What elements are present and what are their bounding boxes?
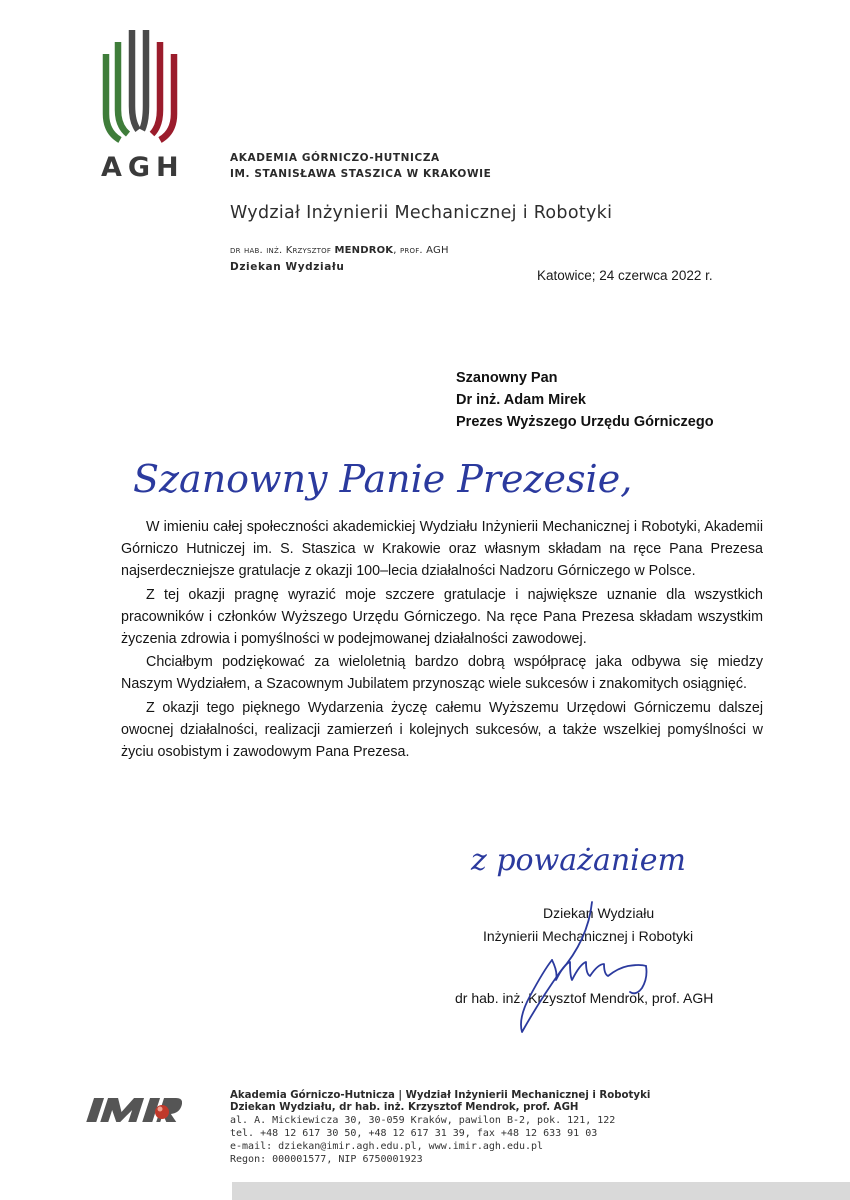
footer-regon: Regon: 000001577, NIP 6750001923 <box>230 1154 423 1165</box>
dean-surname: MENDROK <box>334 245 394 256</box>
dean-title: Dziekan Wydziału <box>230 261 345 273</box>
handwritten-salutation <box>125 440 645 520</box>
body-paragraph-3: Chciałbym podziękować za wieloletnią bardzo dobrą współpracę jaka odbywa się miedzy Naszym Wydziałem, a Szacownym Jubilatem przynosząc wiele sukcesów i znakomitych osiągnięć. <box>121 654 763 693</box>
footer-phone: tel. +48 12 617 30 50, +48 12 617 31 39, fax +48 12 633 91 03 <box>230 1128 598 1139</box>
university-patron: IM. STANISŁAWA STASZICA W KRAKOWIE <box>230 168 492 180</box>
imir-logo <box>82 1092 182 1126</box>
dean-name <box>230 245 449 256</box>
signature-title-2: Inżynierii Mechanicznej i Robotyki <box>483 928 694 944</box>
dean-name-suffix: , prof. AGH <box>393 245 449 256</box>
footer-address: al. A. Mickiewicza 30, 30-059 Kraków, pawilon B-2, pok. 121, 122 <box>230 1115 616 1126</box>
dean-name-prefix: dr hab. inż. Krzysztof <box>230 245 332 256</box>
salutation-text: Szanowny Panie Prezesie, <box>133 457 633 501</box>
addressee-line-2: Dr inż. Adam Mirek <box>456 392 586 408</box>
handwritten-closing <box>465 830 725 890</box>
university-name: AKADEMIA GÓRNICZO-HUTNICZA <box>230 152 440 164</box>
footer-dean: Dziekan Wydziału, dr hab. inż. Krzysztof Mendrok, prof. AGH <box>230 1102 579 1113</box>
closing-text: z poważaniem <box>471 843 686 878</box>
signatory-name: dr hab. inż. Krzysztof Mendrok, prof. AGH <box>455 990 714 1006</box>
addressee-line-3: Prezes Wyższego Urzędu Górniczego <box>456 414 714 430</box>
footer-email: e-mail: dziekan@imir.agh.edu.pl, www.imir.agh.edu.pl <box>230 1141 544 1152</box>
signature-title-1: Dziekan Wydziału <box>543 905 655 921</box>
letter-date: Katowice; 24 czerwca 2022 r. <box>537 268 713 283</box>
footer-institution: Akademia Górniczo-Hutnicza | Wydział Inżynierii Mechanicznej i Robotyki <box>230 1090 651 1101</box>
addressee-line-1: Szanowny Pan <box>456 370 558 386</box>
bottom-bar <box>232 1182 850 1200</box>
agh-logo-text: AGH <box>101 152 185 183</box>
body-paragraph-4: Z okazji tego pięknego Wydarzenia życzę całemu Wyższemu Urzędowi Górniczemu dalszej owocnej działalności, realizacji zamierzeń i kolejnych sukcesów, a także wszelkiej pomyślności w życiu osobistym i zawodowym Pana Prezesa. <box>121 699 763 761</box>
handwritten-signature <box>500 900 670 1040</box>
body-paragraph-1: W imieniu całej społeczności akademickiej Wydziału Inżynierii Mechanicznej i Robotyki, Akademii Górniczo Hutniczej im. S. Staszica w Krakowie oraz własnym składam na ręce Pana Prezesa najserdeczniejsze gratulacje z okazji 100–lecia działalności Nadzoru Górniczego w Polsce. <box>121 519 763 580</box>
faculty-name: Wydział Inżynierii Mechanicznej i Robotyki <box>230 203 613 223</box>
letter-body <box>121 516 763 764</box>
body-paragraph-2: Z tej okazji pragnę wyrazić moje szczere gratulacje i największe uznanie dla wszystkich pracowników i członków Wyższego Urzędu Górniczego. Na ręce Pana Prezesa składam wszystkim życzenia zdrowia i pomyślności w podejmowanej działalności zawodowej. <box>121 586 763 648</box>
